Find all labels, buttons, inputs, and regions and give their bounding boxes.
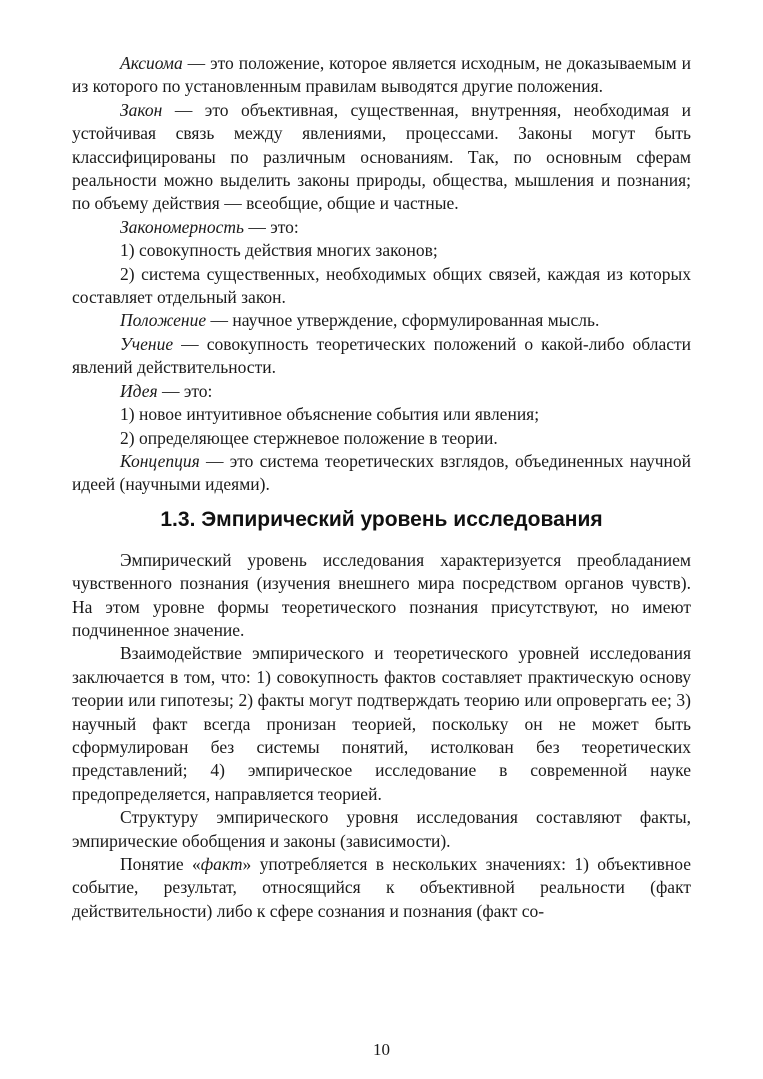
list-item-text: 1) новое интуитивное объяснение события или явления; [120,404,540,425]
definition-term: Закон [120,99,163,120]
definition-text: — научное утверждение, сформулированная мысль. [206,310,600,331]
section-paragraph: Структуру эмпирического уровня исследования составляют факты, эмпирические обобщения и законы (зависимости). [72,807,691,851]
definition-term: Положение [120,310,207,331]
definition-term: Аксиома [120,53,183,73]
definition-term: Закономерность [120,216,244,237]
definition-term: Идея [120,380,158,401]
section-paragraph: Эмпирический уровень исследования характеризуется преобладанием чувственного познания (изучения внешнего мира посредством органов чувств). На этом уровне формы теоретического познания присутствуют, но имеют подчиненное значение. [72,549,691,640]
definition-concept [72,450,691,497]
list-item [72,403,691,426]
definition-text: — это: [157,380,213,401]
list-item [72,427,691,450]
definition-text: — это положение, которое является исходным, не доказываемым и из которого по установленным правилам выводятся другие положения. [72,53,691,97]
paragraph-text-before: Понятие « [120,854,201,874]
definition-doctrine [72,333,691,380]
definition-law [72,99,691,216]
page-body [72,52,691,923]
section-heading: 1.3. Эмпирический уровень исследования [160,507,603,531]
paragraph-term: факт [200,854,243,874]
definition-text: — это объективная, существенная, внутренняя, необходимая и устойчивая связь между явлениями, процессами. Законы могут быть классифицированы по различным основаниям. Так, по основным сферам реальности можно выделить законы природы, общества, мышления и познания; по объему действия — всеобщие, общие и частные. [72,99,691,214]
list-item-text: 2) определяющее стержневое положение в теории. [120,427,498,448]
definition-text: — это система теоретических взглядов, объединенных научной идеей (научными идеями). [72,450,691,495]
list-item-text: 1) совокупность действия многих законов; [120,240,438,261]
definition-regularity [72,216,691,239]
definition-statement [72,309,691,332]
definition-term: Учение [120,333,174,354]
section-paragraph-fact [72,853,691,923]
definition-text: — совокупность теоретических положений о какой-либо области явлений действительности. [72,333,691,378]
definition-term: Концепция [120,450,200,471]
list-item [72,263,691,310]
definition-text: — это: [243,216,299,237]
definition-idea [72,380,691,403]
paragraph-text-after: » употребляется в нескольких значениях: 1) объективное событие, результат, относящийся к объективной реальности (факт действительности) либо к сфере сознания и познания (факт со- [72,854,691,921]
section-paragraph: Взаимодействие эмпирического и теоретического уровней исследования заключается в том, что: 1) совокупность фактов составляет практическую основу теории или гипотезы; 2) факты могут подтверждать теорию или опровергать ее; 3) научный факт всегда пронизан теорией, поскольку он не может быть сформулирован без системы понятий, истолкован без теоретических представлений; 4) эмпирическое исследование в современной науке предопределяется, направляется теорией. [72,643,691,804]
page-number: 10 [373,1040,390,1059]
definition-axiom [72,52,691,99]
list-item-text: 2) система существенных, необходимых общих связей, каждая из которых составляет отдельный закон. [72,263,691,308]
list-item [72,239,691,262]
